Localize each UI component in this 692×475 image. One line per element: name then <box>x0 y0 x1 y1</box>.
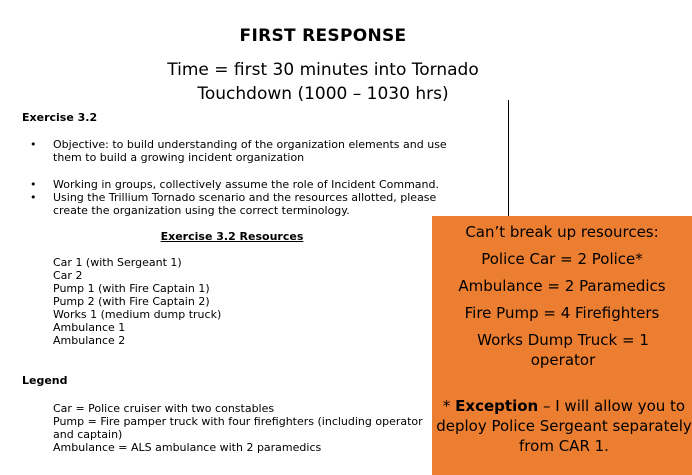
legend-item: Car = Police cruiser with two constables <box>53 402 275 415</box>
callout-exception <box>436 396 692 456</box>
resource-item: Ambulance 1 <box>53 321 126 334</box>
instruction-bullet: • Working in groups, collectively assume the role of Incident Command. <box>30 178 473 191</box>
resource-item: Car 2 <box>53 269 83 282</box>
vertical-divider <box>508 100 509 218</box>
callout-rule-police: Police Car = 2 Police* <box>481 250 643 268</box>
exercise-heading: Exercise 3.2 <box>22 111 98 124</box>
slide-title: FIRST RESPONSE <box>239 26 407 46</box>
objective-list <box>30 138 473 164</box>
legend-item: Pump = Fire pamper truck with four firefighters (including operator and captain) <box>53 415 423 441</box>
callout-rule-fire-pump: Fire Pump = 4 Firefighters <box>464 304 660 322</box>
resource-item: Ambulance 2 <box>53 334 126 347</box>
exception-asterisk: * <box>442 397 456 415</box>
instruction-bullet: • Using the Trillium Tornado scenario and the resources allotted, please create the organization using the correct terminology. <box>30 191 473 217</box>
legend-list <box>53 402 433 454</box>
resources-list <box>53 256 221 347</box>
resource-item: Pump 1 (with Fire Captain 1) <box>53 282 210 295</box>
callout-rule-ambulance: Ambulance = 2 Paramedics <box>458 277 666 295</box>
objective-bullet: • Objective: to build understanding of the organization elements and use them to build a growing incident organization <box>30 138 473 164</box>
resource-item: Car 1 (with Sergeant 1) <box>53 256 182 269</box>
resource-rules-callout <box>432 216 692 475</box>
resource-item: Works 1 (medium dump truck) <box>53 308 222 321</box>
exception-label: Exception <box>455 397 539 415</box>
slide-subtitle: Time = first 30 minutes into Tornado Touchdown (1000 – 1030 hrs) <box>167 60 479 104</box>
resources-heading: Exercise 3.2 Resources <box>160 230 304 243</box>
callout-heading: Can’t break up resources: <box>465 223 659 241</box>
resource-item: Pump 2 (with Fire Captain 2) <box>53 295 210 308</box>
legend-item: Ambulance = ALS ambulance with 2 paramedics <box>53 441 322 454</box>
instruction-list <box>30 178 473 217</box>
callout-rule-works: Works Dump Truck = 1 operator <box>477 331 649 369</box>
legend-heading: Legend <box>22 374 68 387</box>
exception-text: – I will allow you to deploy Police Sergeant separately from CAR 1. <box>436 397 692 455</box>
